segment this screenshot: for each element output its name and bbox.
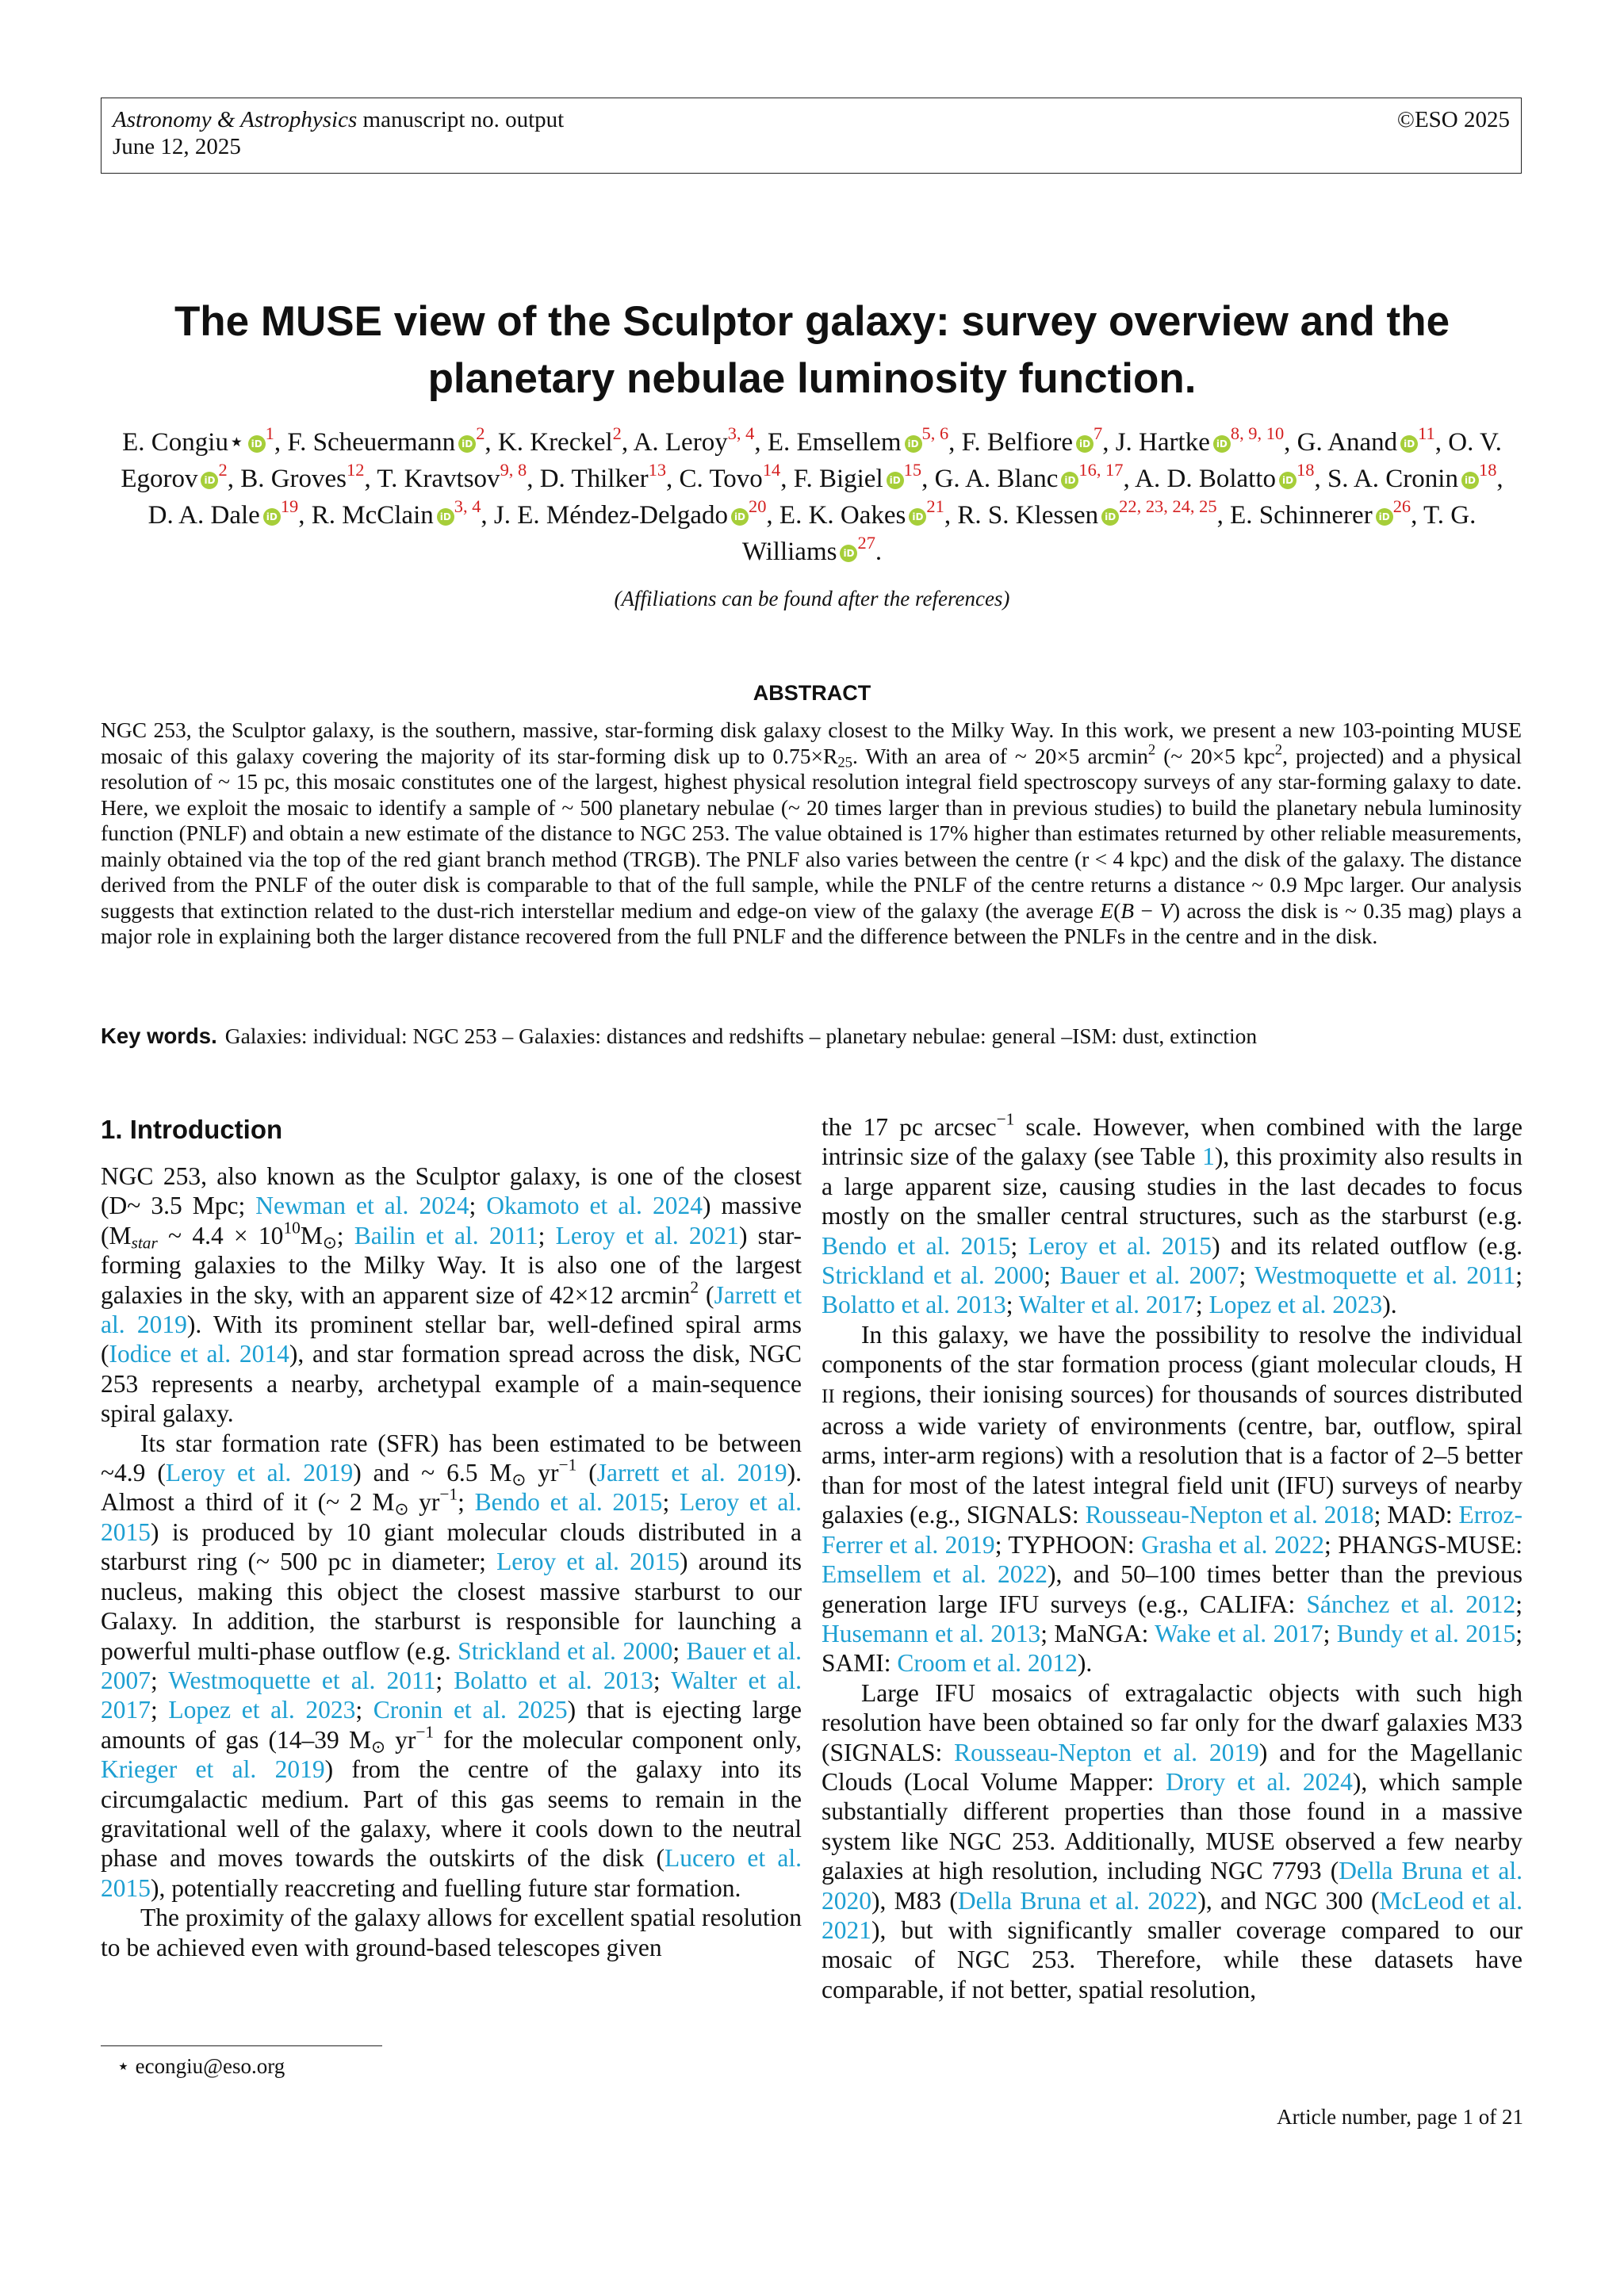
citation-link[interactable]: Jarrett et al. 2019 (596, 1459, 787, 1487)
paragraph: Large IFU mosaics of extragalactic objects with such high resolution have been obtained so far only for the dwarf galaxies M33 (SIGNALS: Rousseau-Nepton et al. 2019) and for the Magellanic Clouds (Local Volume Mapper: Drory et al. 2024), which sample substantially different properties than those found in a massive system like NGC 253. Additionally, MUSE observed a few nearby galaxies at high resolution, including NGC 7793 (Della Bruna et al. 2020), M83 (Della Bruna et al. 2022), and NGC 300 (McLeod et al. 2021), but with significantly smaller coverage compared to our mosaic of NGC 253. Therefore, while these datasets have comparable, if not better, spatial resolution, (822, 1678, 1522, 2003)
citation-link[interactable]: Emsellem et al. 2022 (822, 1560, 1048, 1589)
orcid-icon[interactable] (1461, 472, 1479, 489)
citation-link[interactable]: Croom et al. 2012 (897, 1649, 1078, 1678)
citation-link[interactable]: Okamoto et al. 2024 (486, 1192, 703, 1220)
orcid-icon[interactable] (458, 435, 476, 453)
manuscript-number: manuscript no. output (357, 107, 565, 132)
keywords (101, 1023, 1522, 1049)
orcid-icon[interactable] (887, 472, 904, 489)
citation-link[interactable]: Leroy et al. 2015 (1028, 1231, 1212, 1260)
citation-link[interactable]: Leroy et al. 2021 (555, 1221, 739, 1249)
citation-link[interactable]: Bolatto et al. 2013 (454, 1666, 653, 1694)
manuscript-line (113, 106, 1510, 133)
affiliations-note: (Affiliations can be found after the references) (614, 587, 1010, 610)
paragraph: In this galaxy, we have the possibility to resolve the individual components of the star formation process (giant molecular clouds, H II regions, their ionising sources) for thousands of sources distributed across a wide variety of environments (centre, bar, outflow, spiral arms, inter-arm regions) with a resolution that is a factor of 2–5 better than for most of the latest integral field unit (IFU) surveys of nearby galaxies (e.g., SIGNALS: Rousseau-Nepton et al. 2018; MAD: Erroz-Ferrer et al. 2019; TYPHOON: Grasha et al. 2022; PHANGS-MUSE: Emsellem et al. 2022), and 50–100 times better than the previous generation large IFU surveys (e.g., CALIFA: Sánchez et al. 2012; Husemann et al. 2013; MaNGA: Wake et al. 2017; Bundy et al. 2015; SAMI: Croom et al. 2012). (822, 1320, 1523, 1678)
corresponding-star: ⋆ (228, 428, 245, 457)
section-heading: 1. Introduction (101, 1115, 283, 1144)
abstract-heading: ABSTRACT (753, 681, 871, 705)
orcid-icon[interactable] (437, 508, 454, 526)
abstract-text: NGC 253, the Sculptor galaxy, is the southern, massive, star-forming disk galaxy closest to the Milky Way. In this work, we present a new 103-pointing MUSE mosaic of this galaxy covering the majority of its star-forming disk up to $0.75\times R_{25}$. With an area of ~ 20×5 arcmin$^2$ (~ 20×5 kpc$^2$, projected) and a physical resolution of ~ 15 pc, this mosaic constitutes one of the largest, highest physical resolution integral field spectroscopy surveys of any star-forming galaxy to date. Here, we exploit the mosaic to identify a sample of ~ 500 planetary nebulae (~ 20 times larger than in previous studies) to build the planetary nebula luminosity function (PNLF) and obtain a new estimate of the distance to NGC 253. The value obtained is 17% higher than estimates returned by other reliable measurements, mainly obtained via the top of the red giant branch method (TRGB). The PNLF also varies between the centre (r < 4 kpc) and the disk of the galaxy. The distance derived from the PNLF of the outer disk is comparable to that of the full sample, while the PNLF of the centre returns a distance ~ 0.9 Mpc larger. Our analysis suggests that extinction related to the dust-rich interstellar medium and edge-on view of the galaxy (the average E(B − V) across the disk is ~ 0.35 mag) plays a major role in explaining both the larger distance recovered from the full PNLF and the difference between the PNLFs in the centre and in the disk. (101, 718, 1522, 948)
citation-link[interactable]: Bendo et al. 2015 (822, 1231, 1011, 1260)
paragraph: The proximity of the galaxy allows for excellent spatial resolution to be achieved even with ground-based telescopes given (101, 1904, 802, 1961)
page-footer: Article number, page 1 of 21 (1277, 2105, 1523, 2129)
citation-link[interactable]: Bailin et al. 2011 (354, 1221, 538, 1249)
citation-link[interactable]: Cronin et al. 2025 (373, 1696, 568, 1724)
citation-link[interactable]: Jarrett et al. 2019 (101, 1280, 802, 1339)
author-list: E. Congiu⋆iD $^1$, F. ScheuermanniD $^2$, K. Kreckel$^2$, A. Leroy$^{3, 4}$, E. EmsellemiD $^{5, 6}$, F. BelfioreiD $^7$, J. HartkeiD $^{8, 9, 10}$, G. AnandiD $^{11}$, O. V. EgoroviD $^2$, B. Groves$^{12}$, T. Kravtsov$^{9, 8}$, D. Thilker$^{13}$, C. Tovo$^{14}$, F. BigieliD $^{15}$, G. A. BlanciD $^{16, 17}$, A. D. BolattoiD $^{18}$, S. A. CroniniD $^{18}$, D. A. DaleiD $^{19}$, R. McClainiD $^{3, 4}$, J. E. Méndez-DelgadoiD $^{20}$, E. K. OakesiD $^{21}$, R. S. KlesseniD $^{22, 23, 24, 25}$, E. SchinnereriD $^{26}$, T. G. WilliamsiD $^{27}$. (111, 424, 1513, 570)
citation-link[interactable]: Krieger et al. 2019 (101, 1755, 325, 1784)
citation-link[interactable]: Bundy et al. 2015 (1336, 1619, 1516, 1647)
footnote: ⋆ econgiu@eso.org (117, 2054, 285, 2078)
citation-link[interactable]: Rousseau-Nepton et al. 2018 (1085, 1501, 1374, 1529)
orcid-icon[interactable] (263, 508, 281, 526)
orcid-icon[interactable] (201, 472, 218, 489)
manuscript-header (101, 98, 1522, 174)
citation-link[interactable]: Rousseau-Nepton et al. 2019 (954, 1738, 1259, 1766)
citation-link[interactable]: Erroz-Ferrer et al. 2019 (822, 1501, 1522, 1559)
citation-link[interactable]: Bauer et al. 2007 (101, 1636, 802, 1694)
citation-link[interactable]: Newman et al. 2024 (255, 1192, 469, 1220)
orcid-icon[interactable] (1376, 508, 1393, 526)
manuscript-date: June 12, 2025 (113, 134, 241, 159)
citation-link[interactable]: Husemann et al. 2013 (822, 1619, 1041, 1647)
orcid-icon[interactable] (905, 435, 922, 453)
citation-link[interactable]: Lucero et al. 2015 (101, 1844, 802, 1902)
citation-link[interactable]: Drory et al. 2024 (1166, 1767, 1353, 1796)
copyright: ©ESO 2025 (1396, 107, 1510, 132)
citation-link[interactable]: Leroy et al. 2015 (496, 1548, 680, 1576)
citation-link[interactable]: Della Bruna et al. 2022 (957, 1886, 1198, 1915)
citation-link[interactable]: Strickland et al. 2000 (458, 1636, 673, 1665)
citation-link[interactable]: Leroy et al. 2015 (101, 1488, 802, 1546)
left-column (101, 1114, 802, 1962)
citation-link[interactable]: Bauer et al. 2007 (1059, 1261, 1239, 1290)
citation-link[interactable]: Strickland et al. 2000 (822, 1261, 1044, 1290)
citation-link[interactable]: Della Bruna et al. 2020 (822, 1857, 1522, 1915)
orcid-icon[interactable] (1400, 435, 1418, 453)
citation-link[interactable]: Bendo et al. 2015 (474, 1488, 663, 1517)
orcid-icon[interactable] (1279, 472, 1297, 489)
citation-link[interactable]: Leroy et al. 2019 (165, 1459, 354, 1487)
citation-link[interactable]: Wake et al. 2017 (1155, 1619, 1323, 1647)
orcid-icon[interactable] (1213, 435, 1231, 453)
citation-link[interactable]: Grasha et al. 2022 (1141, 1530, 1324, 1559)
keywords-label: Key words. (101, 1024, 217, 1048)
paragraph: the 17 pc arcsec$^{-1}$ scale. However, when combined with the large intrinsic size of the galaxy (see Table 1), this proximity also results in a large apparent size, causing studies in the last decades to focus mostly on the smaller central structures, such as the starburst (e.g. Bendo et al. 2015; Leroy et al. 2015) and its related outflow (e.g. Strickland et al. 2000; Bauer et al. 2007; Westmoquette et al. 2011; Bolatto et al. 2013; Walter et al. 2017; Lopez et al. 2023). (822, 1109, 1523, 1319)
citation-link[interactable]: Iodice et al. 2014 (109, 1340, 289, 1368)
paragraph: NGC 253, also known as the Sculptor galaxy, is one of the closest (D~ 3.5 Mpc; Newman et al. 2024; Okamoto et al. 2024) massive ($M_{star}$ ~ $4.4 \times 10^{10}M_⊙$; Bailin et al. 2011; Leroy et al. 2021) star-forming galaxies to the Milky Way. It is also one of the largest galaxies in the sky, with an apparent size of 42×12 arcmin$^2$ (Jarrett et al. 2019). With its prominent stellar bar, well-defined spiral arms (Iodice et al. 2014), and star formation spread across the disk, NGC 253 represents a nearby, archetypal example of a main-sequence spiral galaxy. (101, 1162, 802, 1428)
orcid-icon[interactable] (1076, 435, 1094, 453)
paragraph: Its star formation rate (SFR) has been estimated to be between ~4.9 (Leroy et al. 2019) and ~ 6.5 $M_⊙$ $yr^{-1}$ (Jarrett et al. 2019). Almost a third of it (~ 2 $M_⊙$ $yr^{-1}$; Bendo et al. 2015; Leroy et al. 2015) is produced by 10 giant molecular clouds distributed in a starburst ring (~ 500 pc in diameter; Leroy et al. 2015) around its nucleus, making this object the closest massive starburst to our Galaxy. In addition, the starburst is responsible for launching a powerful multi-phase outflow (e.g. Strickland et al. 2000; Bauer et al. 2007; Westmoquette et al. 2011; Bolatto et al. 2013; Walter et al. 2017; Lopez et al. 2023; Cronin et al. 2025) that is ejecting large amounts of gas (14–39 $M_⊙$ $yr^{-1}$ for the molecular component only, Krieger et al. 2019) from the centre of the galaxy into its circumgalactic medium. Part of this gas seems to remain in the gravitational well of the galaxy, where it cools down to the neutral phase and moves towards the outskirts of the disk (Lucero et al. 2015), potentially reaccreting and fuelling future star formation. (101, 1429, 802, 1902)
orcid-icon[interactable] (731, 508, 749, 526)
citation-link[interactable]: Westmoquette et al. 2011 (1254, 1261, 1516, 1290)
orcid-icon[interactable] (909, 508, 926, 526)
keywords-list: Galaxies: individual: NGC 253 – Galaxies: distances and redshifts – planetary nebulae: general –ISM: dust, extinction (224, 1024, 1258, 1048)
citation-link[interactable]: Lopez et al. 2023 (168, 1696, 356, 1724)
citation-link[interactable]: Walter et al. 2017 (101, 1666, 802, 1724)
journal-name: Astronomy & Astrophysics (113, 107, 358, 132)
citation-link[interactable]: Lopez et al. 2023 (1208, 1291, 1383, 1319)
citation-link[interactable]: McLeod et al. 2021 (822, 1886, 1522, 1944)
orcid-icon[interactable] (840, 545, 857, 562)
paper-title: The MUSE view of the Sculptor galaxy: survey overview and the planetary nebulae luminosity function. (174, 298, 1450, 402)
citation-link[interactable]: Westmoquette et al. 2011 (168, 1666, 436, 1694)
orcid-icon[interactable] (1101, 508, 1119, 526)
citation-link[interactable]: Walter et al. 2017 (1018, 1291, 1196, 1319)
orcid-icon[interactable] (248, 435, 266, 453)
footnote-divider (101, 2045, 382, 2046)
table-link[interactable]: 1 (1202, 1142, 1215, 1171)
citation-link[interactable]: Bolatto et al. 2013 (822, 1291, 1006, 1319)
citation-link[interactable]: Sánchez et al. 2012 (1306, 1590, 1516, 1618)
orcid-icon[interactable] (1061, 472, 1078, 489)
right-column (822, 1109, 1523, 2004)
